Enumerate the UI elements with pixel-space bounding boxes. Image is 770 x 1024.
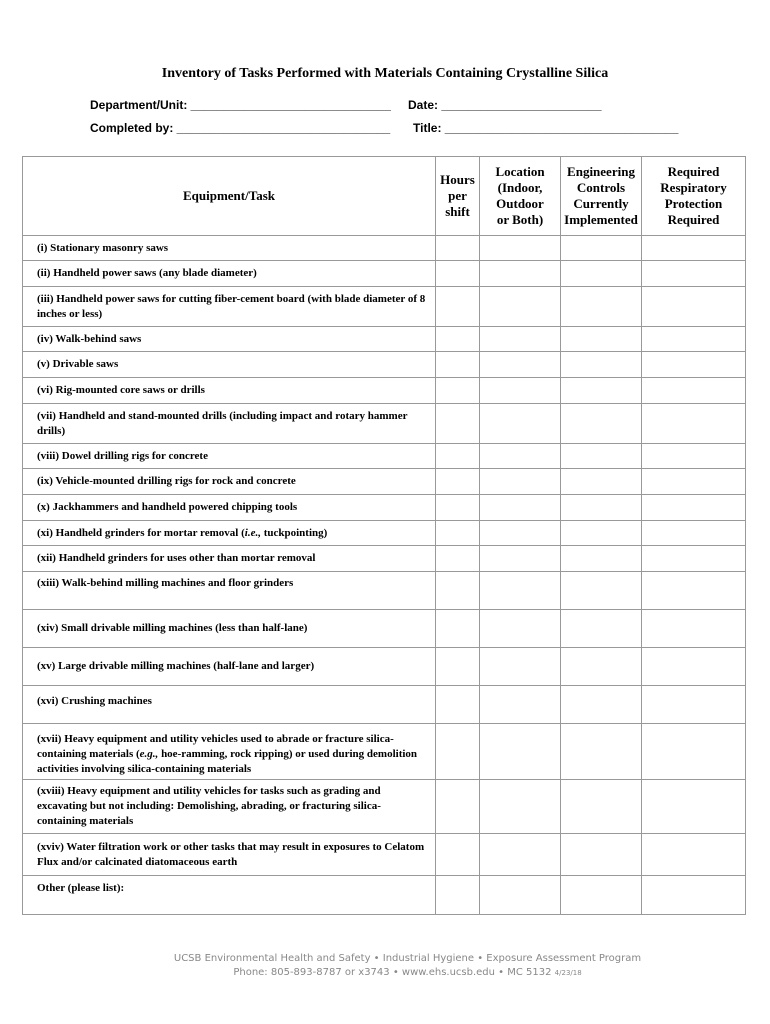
footer-line-1: UCSB Environmental Health and Safety • Industrial Hygiene • Exposure Assessment Program <box>173 953 642 964</box>
location-cell[interactable] <box>480 610 561 648</box>
table-row <box>23 352 746 378</box>
location-cell[interactable] <box>480 444 561 469</box>
location-cell[interactable] <box>480 648 561 686</box>
respiratory-cell[interactable] <box>642 572 746 610</box>
task-text-italic: e.g., <box>139 748 159 760</box>
header-respiratory-protection <box>642 157 746 236</box>
table-row <box>23 404 746 444</box>
engineering-cell[interactable] <box>561 648 642 686</box>
task-cell: (ix) Vehicle-mounted drilling rigs for rock and concrete <box>23 469 436 495</box>
date-field[interactable]: Date: ________________________ <box>408 98 602 112</box>
respiratory-cell[interactable] <box>642 327 746 352</box>
header-location <box>480 157 561 236</box>
engineering-cell[interactable] <box>561 404 642 444</box>
task-cell: (xviv) Water filtration work or other tasks that may result in exposures to Celatom Flux and/or calcinated diatomaceous earth <box>23 834 436 876</box>
completed-by-field[interactable]: Completed by: ________________________________ <box>90 121 391 135</box>
table-row <box>23 610 746 648</box>
hours-cell[interactable] <box>436 876 480 915</box>
table-row <box>23 287 746 327</box>
respiratory-cell[interactable] <box>642 444 746 469</box>
task-cell <box>23 724 436 780</box>
table-row <box>23 469 746 495</box>
location-cell[interactable] <box>480 724 561 780</box>
hours-cell[interactable] <box>436 686 480 724</box>
hours-cell[interactable] <box>436 724 480 780</box>
hours-cell[interactable] <box>436 546 480 572</box>
location-cell[interactable] <box>480 378 561 404</box>
table-row <box>23 444 746 469</box>
task-cell: (vi) Rig-mounted core saws or drills <box>23 378 436 404</box>
task-cell: (xvi) Crushing machines <box>23 686 436 724</box>
hours-cell[interactable] <box>436 236 480 261</box>
respiratory-cell[interactable] <box>642 236 746 261</box>
location-cell[interactable] <box>480 876 561 915</box>
respiratory-cell[interactable] <box>642 378 746 404</box>
engineering-cell[interactable] <box>561 287 642 327</box>
respiratory-cell[interactable] <box>642 261 746 287</box>
task-cell: (v) Drivable saws <box>23 352 436 378</box>
location-cell[interactable] <box>480 780 561 834</box>
respiratory-cell[interactable] <box>642 686 746 724</box>
task-text-italic: i.e., <box>244 526 261 539</box>
hours-cell[interactable] <box>436 469 480 495</box>
respiratory-cell[interactable] <box>642 287 746 327</box>
engineering-cell[interactable] <box>561 261 642 287</box>
table-row <box>23 648 746 686</box>
task-inventory-table <box>22 156 746 915</box>
table-row <box>23 780 746 834</box>
table-row <box>23 236 746 261</box>
hours-cell[interactable] <box>436 378 480 404</box>
header-engineering-controls <box>561 157 642 236</box>
table-row <box>23 521 746 546</box>
task-cell: (vii) Handheld and stand-mounted drills (including impact and rotary hammer drills) <box>23 404 436 444</box>
table-row <box>23 261 746 287</box>
title-field[interactable]: Title: ___________________________________ <box>413 121 679 135</box>
header-respiratory-line: Protection <box>664 196 723 211</box>
engineering-cell[interactable] <box>561 546 642 572</box>
header-engineering-line: Controls <box>576 180 626 195</box>
task-cell: (iii) Handheld power saws for cutting fiber-cement board (with blade diameter of 8 inches or less) <box>23 287 436 327</box>
engineering-cell[interactable] <box>561 444 642 469</box>
engineering-cell[interactable] <box>561 686 642 724</box>
header-respiratory-line: Required <box>667 164 720 179</box>
task-text: hoe-ramming, rock ripping) or used during demolition activities involving silica-containing materials <box>37 748 418 775</box>
respiratory-cell[interactable] <box>642 610 746 648</box>
hours-cell[interactable] <box>436 780 480 834</box>
hours-cell[interactable] <box>436 572 480 610</box>
location-cell[interactable] <box>480 469 561 495</box>
task-cell: (iv) Walk-behind saws <box>23 327 436 352</box>
header-location-line: Location <box>495 164 545 179</box>
respiratory-cell[interactable] <box>642 546 746 572</box>
task-cell: (ii) Handheld power saws (any blade diameter) <box>23 261 436 287</box>
respiratory-cell[interactable] <box>642 876 746 915</box>
engineering-cell[interactable] <box>561 876 642 915</box>
header-location-line: or Both) <box>496 212 544 227</box>
table-row <box>23 686 746 724</box>
task-text: (xi) Handheld grinders for mortar removal ( <box>37 526 245 539</box>
location-cell[interactable] <box>480 261 561 287</box>
respiratory-cell[interactable] <box>642 521 746 546</box>
respiratory-cell[interactable] <box>642 648 746 686</box>
engineering-cell[interactable] <box>561 236 642 261</box>
hours-cell[interactable] <box>436 327 480 352</box>
task-cell: (i) Stationary masonry saws <box>23 236 436 261</box>
header-respiratory-line: Respiratory <box>660 180 727 195</box>
header-engineering-line: Engineering <box>567 164 635 179</box>
header-location-line: Outdoor <box>496 196 544 211</box>
header-engineering-line: Implemented <box>564 212 638 227</box>
respiratory-cell[interactable] <box>642 724 746 780</box>
task-text: tuckpointing) <box>260 526 328 539</box>
table-row <box>23 327 746 352</box>
hours-cell[interactable] <box>436 287 480 327</box>
engineering-cell[interactable] <box>561 378 642 404</box>
footer-line-2 <box>0 966 770 980</box>
task-cell: (xviii) Heavy equipment and utility vehicles for tasks such as grading and excavating but not including: Demolishing, abrading, or fracturing silica-containing materials <box>23 780 436 834</box>
header-hours-line: shift <box>445 204 470 219</box>
hours-cell[interactable] <box>436 261 480 287</box>
location-cell[interactable] <box>480 236 561 261</box>
hours-cell[interactable] <box>436 444 480 469</box>
respiratory-cell[interactable] <box>642 780 746 834</box>
document-title: Inventory of Tasks Performed with Materials Containing Crystalline Silica <box>161 66 609 81</box>
header-equipment-task: Equipment/Task <box>23 157 436 236</box>
header-engineering-line: Currently <box>573 196 629 211</box>
engineering-cell[interactable] <box>561 572 642 610</box>
table-row <box>23 724 746 780</box>
footer <box>0 952 770 980</box>
header-hours-line: per <box>448 188 467 203</box>
task-cell: (xiv) Small drivable milling machines (less than half-lane) <box>23 610 436 648</box>
engineering-cell[interactable] <box>561 834 642 876</box>
respiratory-cell[interactable] <box>642 352 746 378</box>
table-row <box>23 572 746 610</box>
location-cell[interactable] <box>480 327 561 352</box>
table-row <box>23 876 746 915</box>
task-cell: (x) Jackhammers and handheld powered chipping tools <box>23 495 436 521</box>
engineering-cell[interactable] <box>561 521 642 546</box>
task-cell <box>23 521 436 546</box>
department-field[interactable]: Department/Unit: ______________________________ <box>90 98 391 112</box>
hours-cell[interactable] <box>436 834 480 876</box>
location-cell[interactable] <box>480 352 561 378</box>
location-cell[interactable] <box>480 572 561 610</box>
location-cell[interactable] <box>480 834 561 876</box>
task-cell: (xv) Large drivable milling machines (half-lane and larger) <box>23 648 436 686</box>
task-text: (xvii) Heavy equipment and utility vehicles used to abrade or fracture silica-containing materials ( <box>37 733 394 760</box>
task-cell: Other (please list): <box>23 876 436 915</box>
table-row <box>23 495 746 521</box>
location-cell[interactable] <box>480 287 561 327</box>
hours-cell[interactable] <box>436 495 480 521</box>
header-respiratory-line: Required <box>667 212 720 227</box>
table-row <box>23 378 746 404</box>
respiratory-cell[interactable] <box>642 469 746 495</box>
engineering-cell[interactable] <box>561 724 642 780</box>
hours-cell[interactable] <box>436 648 480 686</box>
table-header-row <box>23 157 746 236</box>
respiratory-cell[interactable] <box>642 495 746 521</box>
location-cell[interactable] <box>480 686 561 724</box>
header-location-line: (Indoor, <box>497 180 543 195</box>
footer-contact: Phone: 805-893-8787 or x3743 • www.ehs.ucsb.edu • MC 5132 <box>233 967 552 978</box>
engineering-cell[interactable] <box>561 495 642 521</box>
table-row <box>23 546 746 572</box>
location-cell[interactable] <box>480 521 561 546</box>
table-row <box>23 834 746 876</box>
location-cell[interactable] <box>480 404 561 444</box>
engineering-cell[interactable] <box>561 327 642 352</box>
respiratory-cell[interactable] <box>642 834 746 876</box>
location-cell[interactable] <box>480 495 561 521</box>
hours-cell[interactable] <box>436 610 480 648</box>
hours-cell[interactable] <box>436 352 480 378</box>
task-cell: (viii) Dowel drilling rigs for concrete <box>23 444 436 469</box>
engineering-cell[interactable] <box>561 780 642 834</box>
respiratory-cell[interactable] <box>642 404 746 444</box>
task-cell: (xii) Handheld grinders for uses other than mortar removal <box>23 546 436 572</box>
engineering-cell[interactable] <box>561 610 642 648</box>
hours-cell[interactable] <box>436 521 480 546</box>
engineering-cell[interactable] <box>561 352 642 378</box>
header-hours-line: Hours <box>440 172 475 187</box>
hours-cell[interactable] <box>436 404 480 444</box>
location-cell[interactable] <box>480 546 561 572</box>
header-hours <box>436 157 480 236</box>
footer-date: 4/23/18 <box>554 969 582 977</box>
task-cell: (xiii) Walk-behind milling machines and floor grinders <box>23 572 436 610</box>
engineering-cell[interactable] <box>561 469 642 495</box>
